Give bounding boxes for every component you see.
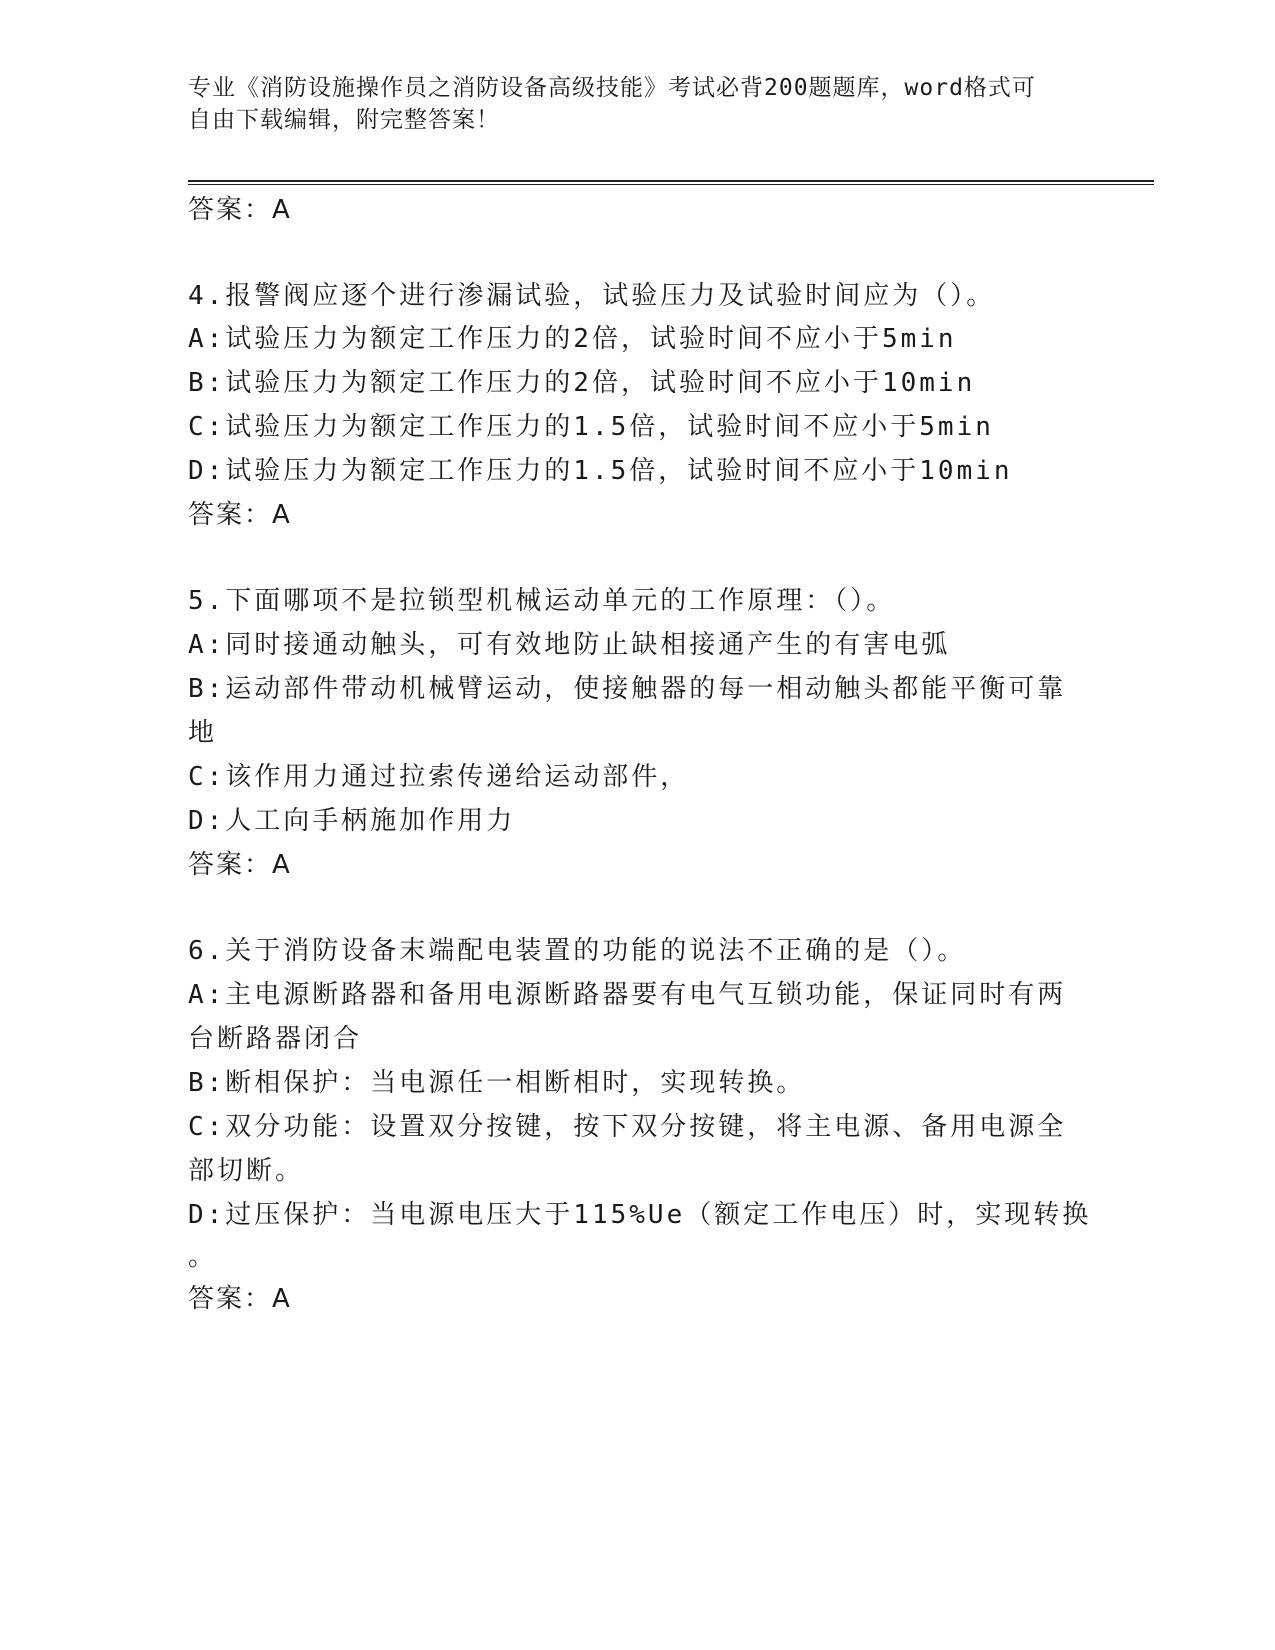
question-5-stem: 5.下面哪项不是拉锁型机械运动单元的工作原理：（）。 (188, 586, 896, 616)
answer-q4: 答案：A (188, 500, 292, 530)
question-5-option-b: B:运动部件带动机械臂运动，使接触器的每一相动触头都能平衡可靠 (188, 674, 1067, 704)
question-5-option-b-continued: 地 (188, 718, 218, 748)
question-6-option-a: A:主电源断路器和备用电源断路器要有电气互锁功能，保证同时有两 (188, 980, 1067, 1010)
question-6-option-d-continued: 。 (188, 1242, 218, 1272)
question-6-option-c-continued: 部切断。 (188, 1156, 305, 1186)
header-divider-thick (188, 180, 1154, 182)
answer-q3: 答案：A (188, 195, 292, 225)
question-4-option-a: A:试验压力为额定工作压力的2倍，试验时间不应小于5min (188, 324, 957, 354)
header-line-1: 专业《消防设施操作员之消防设备高级技能》考试必背200题题库，word格式可 (188, 75, 1036, 101)
question-6-option-c: C:双分功能：设置双分按键，按下双分按键，将主电源、备用电源全 (188, 1112, 1067, 1142)
question-5-option-c: C:该作用力通过拉索传递给运动部件， (188, 762, 690, 792)
header-line-2: 自由下载编辑，附完整答案！ (188, 107, 500, 133)
question-6-option-b: B:断相保护：当电源任一相断相时，实现转换。 (188, 1068, 806, 1098)
document-header (188, 72, 1088, 136)
question-6-option-d: D:过压保护：当电源电压大于115%Ue（额定工作电压）时，实现转换 (188, 1200, 1092, 1230)
question-4-option-d: D:试验压力为额定工作压力的1.5倍，试验时间不应小于10min (188, 456, 1013, 486)
question-4-option-b: B:试验压力为额定工作压力的2倍，试验时间不应小于10min (188, 368, 976, 398)
question-6-option-a-continued: 台断路器闭合 (188, 1024, 363, 1054)
question-4-stem: 4.报警阀应逐个进行渗漏试验，试验压力及试验时间应为（）。 (188, 281, 996, 311)
answer-q6: 答案：A (188, 1284, 292, 1314)
answer-q5: 答案：A (188, 850, 292, 880)
question-6-stem: 6.关于消防设备末端配电装置的功能的说法不正确的是（）。 (188, 936, 967, 966)
question-5-option-d: D:人工向手柄施加作用力 (188, 806, 516, 836)
question-4-option-c: C:试验压力为额定工作压力的1.5倍，试验时间不应小于5min (188, 412, 994, 442)
question-5-option-a: A:同时接通动触头，可有效地防止缺相接通产生的有害电弧 (188, 630, 951, 660)
header-divider-thin (188, 184, 1154, 185)
